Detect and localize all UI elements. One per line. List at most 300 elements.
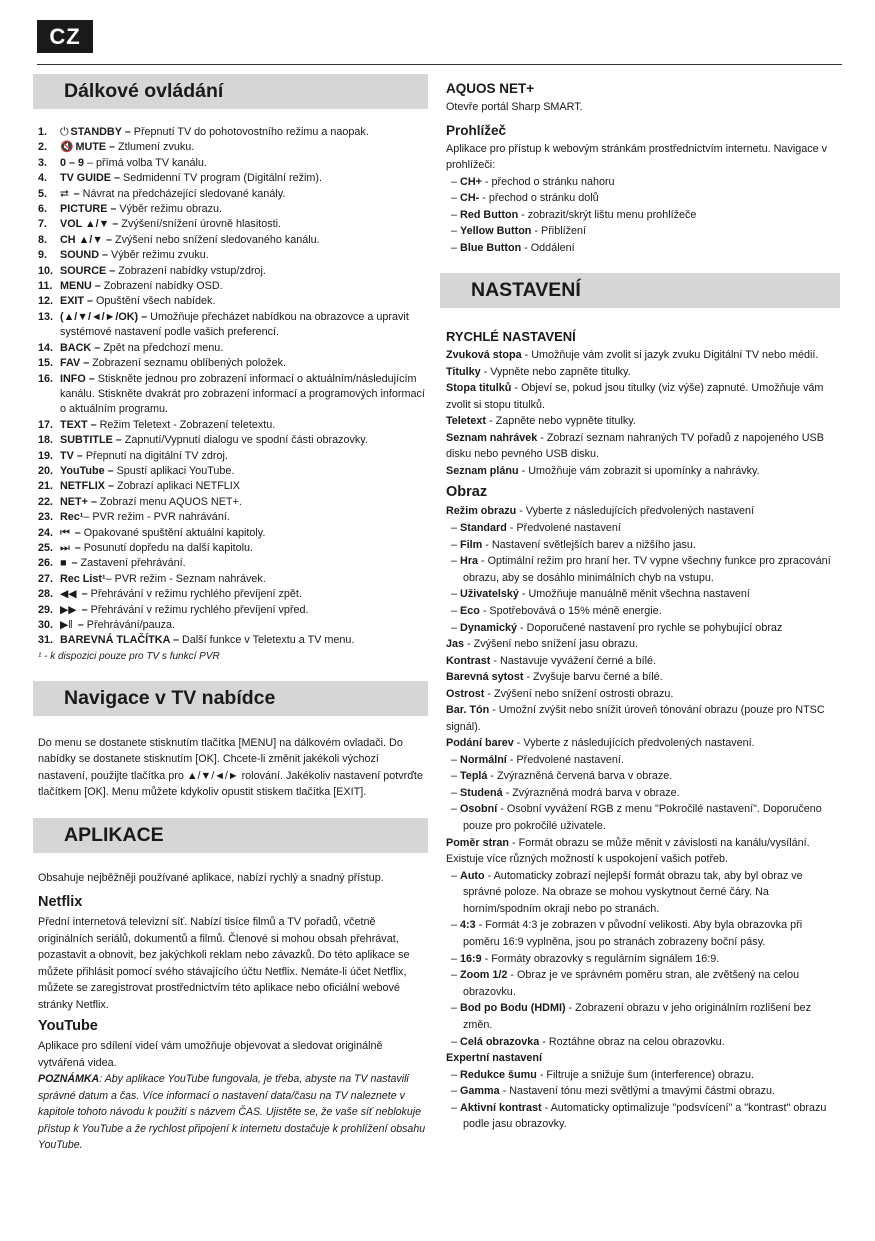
item-desc: Zapnutí/Vypnutí dialogu ve spodní části obrazovky. [124, 434, 368, 447]
item-desc: - Předvolené nastavení [506, 521, 621, 534]
item-desc: - Roztáhne obraz na celou obrazovku. [539, 1035, 725, 1048]
setting-line [440, 686, 840, 703]
item-key: Dynamický [460, 621, 518, 634]
apps-intro: Obsahuje nejběžněji používané aplikace, nabízí rychlý a snadný přístup. [38, 871, 384, 884]
list-item [440, 768, 840, 785]
item-desc: Zobrazí aplikaci NETFLIX [117, 480, 241, 493]
browser-text: Aplikace pro přístup k webovým stránkám prostřednictvím internetu. Navigace v prohlížeči: [446, 142, 828, 171]
list-item [440, 1034, 840, 1051]
list-item [440, 603, 840, 620]
setting-desc: - Umožní zvýšit nebo snížit úroveň tónování obrazu (pouze pro NTSC signál). [446, 704, 825, 733]
setting-key: Titulky [446, 365, 481, 378]
list-item [440, 190, 840, 207]
mute-icon: 🔇 [60, 141, 74, 154]
item-text [60, 633, 428, 648]
item-number: 15. [38, 357, 54, 370]
item-desc: Zvýšení/snížení úrovně hlasitosti. [121, 218, 282, 231]
remote-list-item [33, 217, 428, 232]
setting-line [440, 380, 840, 413]
remote-list-item [33, 587, 428, 602]
item-desc: - přechod o stránku dolů [479, 192, 599, 205]
item-number: 6. [38, 203, 48, 216]
item-text [60, 171, 428, 186]
item-key: Gamma [460, 1085, 500, 1098]
setting-key: Kontrast [446, 654, 491, 667]
remote-list-item [33, 294, 428, 309]
item-desc: - Optimální režim pro hraní her. TV vypne všechny funkce pro zpracování obrazu, aby se dosáhlo minimálních chyb na vstupu. [463, 555, 831, 584]
expert-heading: Expertní nastavení [446, 1052, 543, 1065]
item-text [60, 264, 428, 279]
item-desc: Sedmidenní TV program (Digitální režim). [123, 172, 323, 185]
next-chapter-icon: ⏭ [60, 541, 70, 554]
item-desc: Přehrávání v režimu rychlého převíjení zpět. [90, 588, 302, 601]
item-desc: – PVR režim - Seznam nahrávek. [105, 572, 266, 585]
item-key: – [71, 541, 84, 554]
setting-desc: - Vypněte nebo zapněte titulky. [480, 365, 631, 378]
item-number: 18. [38, 434, 54, 447]
language-badge: CZ [37, 20, 93, 53]
item-desc: Přehrávání/pauza. [86, 619, 176, 631]
item-key: Aktivní kontrast [460, 1101, 542, 1114]
item-text [60, 418, 428, 433]
item-number: 30. [38, 619, 54, 631]
list-item [440, 1083, 840, 1100]
item-key: Rec List¹ [60, 572, 106, 585]
setting-desc: - Zapněte nebo vypněte titulky. [486, 415, 636, 428]
item-desc: - Formáty obrazovky s regulárním signálem 16:9. [481, 952, 720, 965]
item-desc: Posunutí dopředu na další kapitolu. [83, 541, 254, 554]
item-text [60, 495, 428, 510]
item-key: SOURCE – [60, 264, 119, 277]
browser-heading: Prohlížeč [446, 122, 507, 138]
item-text [60, 618, 428, 633]
item-number: 14. [38, 341, 54, 354]
item-key: – [71, 526, 84, 539]
youtube-heading: YouTube [38, 1018, 98, 1035]
item-text [60, 603, 428, 618]
item-text [60, 248, 428, 263]
item-text [60, 140, 428, 155]
item-desc: Zastavení přehrávání. [80, 557, 186, 570]
setting-desc: - Umožňuje vám zobrazit si upomínky a nahrávky. [518, 464, 760, 477]
setting-key: Bar. Tón [446, 704, 490, 717]
setting-key: Barevná sytost [446, 671, 524, 684]
aquos-heading: AQUOS NET+ [446, 81, 535, 96]
item-text [60, 187, 428, 202]
item-key: – [74, 619, 87, 631]
remote-list-item [33, 279, 428, 294]
remote-list-item [33, 187, 428, 202]
item-text [60, 310, 428, 341]
item-number: 27. [38, 572, 54, 585]
setting-desc: - Zobrazí seznam nahraných TV pořadů z napojeného USB disku nebo pevného USB disku. [446, 431, 824, 461]
setting-line [440, 669, 840, 686]
setting-desc: - Umožňuje vám zvolit si jazyk zvuku Digitální TV nebo médií. [521, 349, 819, 362]
item-key: INFO – [60, 372, 98, 385]
item-text [60, 449, 428, 464]
browser-list [440, 174, 840, 257]
item-number: 2. [38, 141, 48, 154]
item-key: Redukce šumu [460, 1068, 537, 1081]
item-key: MENU – [60, 280, 104, 293]
item-text [60, 294, 428, 309]
remote-list-item [33, 603, 428, 618]
item-desc: - Přiblížení [531, 225, 587, 238]
remote-list [33, 125, 428, 649]
section-apps-title: APLIKACE [33, 818, 428, 853]
item-key: 0 – 9 [60, 156, 85, 169]
item-desc: Výběr režimu obrazu. [119, 203, 223, 216]
list-item [440, 951, 840, 968]
item-key: BAREVNÁ TLAČÍTKA – [60, 634, 182, 647]
item-desc: Přepnutí na digitální TV zdroj. [85, 449, 228, 462]
list-item [440, 586, 840, 603]
item-key: NET+ – [60, 495, 100, 508]
remote-list-item [33, 541, 428, 556]
list-item [440, 1000, 840, 1033]
item-key: VOL ▲/▼ – [60, 218, 122, 231]
list-item [440, 174, 840, 191]
section-settings-title: NASTAVENÍ [440, 273, 840, 308]
item-text [60, 217, 428, 232]
remote-footnote: ¹ - k dispozici pouze pro TV s funkcí PVR [38, 650, 220, 662]
item-desc: Zobrazí menu AQUOS NET+. [99, 495, 242, 508]
item-key: Eco [460, 604, 480, 617]
color-tone-line: Podání barev - Vyberte z následujících předvolených nastavení. [446, 737, 755, 750]
item-text [60, 510, 428, 525]
setting-desc: - Zvyšuje barvu černé a bílé. [523, 671, 663, 684]
setting-line [440, 702, 840, 735]
remote-list-item [33, 341, 428, 356]
item-text [60, 587, 428, 602]
picture-mode-list [440, 520, 840, 636]
item-text [60, 541, 428, 556]
item-desc: Umožňuje přecházet nabídkou na obrazovce a upravit systémové nastavení podle vašich preferencí. [60, 310, 409, 339]
item-number: 10. [38, 264, 54, 277]
list-item [440, 917, 840, 950]
item-desc: Přehrávání v režimu rychlého převíjení vpřed. [90, 603, 309, 616]
remote-list-item [33, 633, 428, 648]
item-key: STANDBY – [70, 126, 134, 138]
list-item [440, 752, 840, 769]
item-desc: - zobrazit/skrýt lištu menu prohlížeče [518, 208, 697, 221]
item-desc: - Doporučené nastavení pro rychle se pohybující obraz [517, 621, 783, 634]
remote-list-item [33, 464, 428, 479]
setting-key: Stopa titulků [446, 382, 512, 395]
item-desc: Stiskněte jednou pro zobrazení informací o aktuálním/následujícím kanálu. Stiskněte dvakrát pro zobrazení informací a programových informací o aktuálním programu. [60, 372, 425, 416]
remote-list-item [33, 510, 428, 525]
item-number: 11. [38, 280, 53, 293]
item-desc: Zvýšení nebo snížení sledovaného kanálu. [114, 233, 320, 246]
youtube-note [33, 1071, 428, 1154]
remote-list-item [33, 264, 428, 279]
setting-desc: - Nastavuje vyvážení černé a bílé. [490, 654, 657, 667]
picture-heading: Obraz [446, 484, 488, 501]
right-column [440, 74, 840, 1133]
item-key: Studená [460, 786, 503, 799]
item-key: Celá obrazovka [460, 1035, 540, 1048]
item-number: 28. [38, 588, 54, 601]
setting-line [440, 636, 840, 653]
note-text: : Aby aplikace YouTube fungovala, je třeba, abyste na TV nastavili správné datum a čas. Více informací o nastavení data/času na TV naleznete v kapitole tohoto návodu k použití s názvem ČAS. Ujistěte se, že vaše síť neblokuje přístup k YouTube a že rychlost připojení k internetu dostačuje k prohlížení obsahu YouTube. [38, 1073, 426, 1152]
remote-list-item [33, 526, 428, 541]
item-key: TV GUIDE – [60, 172, 123, 185]
item-number: 9. [38, 249, 48, 262]
item-key: SUBTITLE – [60, 434, 125, 447]
item-text [60, 125, 428, 140]
remote-list-item [33, 556, 428, 571]
item-desc: - Zvýrazněná červená barva v obraze. [487, 770, 673, 783]
setting-line [440, 364, 840, 381]
section-navigation-title: Navigace v TV nabídce [33, 681, 428, 716]
list-item [440, 1067, 840, 1084]
item-number: 5. [38, 187, 48, 200]
item-desc: - Automaticky zobrazí nejlepší formát obrazu tak, aby byl obraz ve správné poloze. Na obraze se mohou vyskytnout černé čáry. Na horním/spodním okraji nebo po stranách. [463, 869, 803, 915]
item-key: CH+ [460, 175, 482, 188]
item-key: – [78, 588, 91, 601]
item-desc: Režim Teletext - Zobrazení teletextu. [99, 418, 276, 431]
list-item [440, 785, 840, 802]
header-divider [37, 64, 842, 65]
rewind-icon: ◀◀ [60, 588, 77, 601]
item-key: NETFLIX – [60, 480, 117, 493]
item-text [60, 372, 428, 418]
stop-icon: ■ [60, 557, 67, 570]
item-text [60, 156, 428, 171]
item-desc: Opuštění všech nabídek. [96, 295, 216, 308]
remote-list-item [33, 171, 428, 186]
item-text [60, 356, 428, 371]
setting-desc: - Objeví se, pokud jsou titulky (viz výše) zapnuté. Umožňuje vám zvolit si stopu titulků. [446, 382, 824, 411]
quick-settings-heading: RYCHLÉ NASTAVENÍ [446, 329, 576, 345]
picture-basic-list [440, 636, 840, 735]
list-item [440, 207, 840, 224]
item-key: Normální [460, 753, 507, 766]
item-key: YouTube – [60, 464, 117, 477]
item-key: Teplá [460, 770, 488, 783]
return-icon: ⮂ [60, 187, 69, 200]
setting-key: Zvuková stopa [446, 349, 522, 362]
item-desc: - přechod o stránku nahoru [481, 175, 615, 188]
remote-list-item [33, 125, 428, 140]
setting-line [440, 347, 840, 364]
item-key: (▲/▼/◄/►/OK) – [60, 310, 151, 323]
item-key: Zoom 1/2 [460, 969, 508, 982]
setting-desc: - Zvýšení nebo snížení jasu obrazu. [464, 638, 639, 651]
item-number: 12. [38, 295, 54, 308]
item-number: 3. [38, 156, 48, 169]
remote-list-item [33, 356, 428, 371]
item-desc: - Automaticky optimalizuje "podsvícení" a "kontrast" obrazu podle jasu obrazovky. [463, 1101, 827, 1131]
item-key: – [70, 187, 83, 200]
item-desc: Zpět na předchozí menu. [103, 341, 224, 354]
item-desc: Zobrazení seznamu oblíbených položek. [92, 357, 287, 370]
setting-desc: - Zvýšení nebo snížení ostrosti obrazu. [484, 687, 674, 700]
item-desc: Přepnutí TV do pohotovostního režimu a naopak. [133, 126, 369, 138]
item-text [60, 202, 428, 217]
item-number: 7. [38, 218, 48, 231]
remote-list-item [33, 310, 428, 341]
quick-settings-list [440, 347, 840, 479]
left-column [33, 74, 428, 1154]
previous-chapter-icon: ⏮ [60, 526, 70, 539]
item-key: Uživatelský [460, 588, 519, 601]
item-key: TEXT – [60, 418, 100, 431]
remote-list-item [33, 372, 428, 418]
item-desc: Návrat na předcházející sledované kanály. [82, 187, 286, 200]
item-text [60, 341, 428, 356]
play-pause-icon: ▶‖ [60, 619, 73, 631]
setting-key: Seznam plánu [446, 464, 519, 477]
item-key: SOUND – [60, 249, 111, 262]
item-number: 23. [38, 511, 54, 524]
remote-list-item [33, 140, 428, 155]
item-key: Standard [460, 521, 507, 534]
item-key: Bod po Bodu (HDMI) [460, 1002, 566, 1015]
color-tone-list [440, 752, 840, 835]
remote-list-item [33, 418, 428, 433]
item-number: 26. [38, 557, 54, 570]
item-desc: - Spotřebovává o 15% méně energie. [479, 604, 662, 617]
setting-line [440, 430, 840, 463]
fast-forward-icon: ▶▶ [60, 603, 77, 616]
remote-list-item [33, 572, 428, 587]
item-desc: Spustí aplikaci YouTube. [116, 464, 235, 477]
item-desc: - Zobrazení obrazu v jeho originálním rozlišení bez změn. [463, 1002, 812, 1031]
item-desc: – přímá volba TV kanálu. [84, 156, 207, 169]
item-desc: - Umožňuje manuálně měnit všechna nastavení [518, 588, 750, 601]
item-number: 22. [38, 495, 54, 508]
aspect-line: Poměr stran - Formát obrazu se může měnit v závislosti na kanálu/vysílání. Existuje více různých možností k uspokojení vašich potřeb. [446, 836, 810, 866]
remote-list-item [33, 433, 428, 448]
list-item [440, 801, 840, 834]
setting-line [440, 413, 840, 430]
item-key: BACK – [60, 341, 104, 354]
item-desc: Zobrazení nabídky OSD. [103, 280, 223, 293]
item-desc: – PVR režim - PVR nahrávání. [83, 511, 230, 524]
list-item [440, 520, 840, 537]
item-key: Yellow Button [460, 225, 532, 238]
expert-list [440, 1067, 840, 1133]
aquos-text: Otevře portál Sharp SMART. [446, 101, 583, 113]
item-desc: Výběr režimu zvuku. [111, 249, 209, 262]
list-item [440, 537, 840, 554]
item-number: 25. [38, 541, 54, 554]
item-text [60, 556, 428, 571]
setting-key: Teletext [446, 415, 487, 428]
setting-line [440, 653, 840, 670]
setting-line [440, 463, 840, 480]
youtube-text: Aplikace pro sdílení videí vám umožňuje objevovat a sledovat originálně vytvářená videa. [38, 1040, 383, 1069]
navigation-text: Do menu se dostanete stisknutím tlačítka [MENU] na dálkovém ovladači. Do nabídky se dostanete stisknutím [OK]. Chcete-li změnit jakékoli výchozí nastavení, použijte tlačítka pro ▲/▼/◄/► rolování. Jakékoliv nastavení potvrďte tlačítkem [OK]. Menu můžete kdykoliv opustit stiskem tlačítka [EXIT]. [38, 736, 423, 799]
item-desc: - Oddálení [521, 241, 575, 254]
item-number: 17. [38, 418, 54, 431]
item-key: MUTE – [75, 141, 119, 154]
setting-key: Ostrost [446, 687, 485, 700]
netflix-heading: Netflix [38, 894, 83, 911]
item-number: 29. [38, 603, 54, 616]
item-key: Osobní [460, 803, 498, 816]
item-desc: - Filtruje a snižuje šum (interference) obrazu. [536, 1068, 755, 1081]
item-key: Red Button [460, 208, 519, 221]
item-key: – [68, 557, 81, 570]
item-desc: - Nastavení světlejších barev a nižšího jasu. [482, 538, 696, 551]
setting-key: Jas [446, 638, 465, 651]
list-item [440, 553, 840, 586]
section-remote-title: Dálkové ovládání [33, 74, 428, 109]
item-number: 4. [38, 172, 48, 185]
aspect-list [440, 868, 840, 1051]
item-desc: - Obraz je ve správném poměru stran, ale zvětšený na celou obrazovku. [463, 969, 800, 998]
setting-key: Seznam nahrávek [446, 431, 538, 444]
item-key: CH- [460, 192, 480, 205]
list-item [440, 967, 840, 1000]
item-desc: Zobrazení nabídky vstup/zdroj. [118, 264, 266, 277]
remote-list-item [33, 202, 428, 217]
picture-mode-line: Režim obrazu - Vyberte z následujících předvolených nastavení [446, 505, 755, 518]
item-text [60, 433, 428, 448]
item-number: 31. [38, 634, 54, 647]
item-number: 16. [38, 372, 54, 385]
item-desc: - Nastavení tónu mezi světlými a tmavými částmi obrazu. [499, 1085, 776, 1098]
power-icon: ⏻ [60, 126, 69, 138]
item-key: TV – [60, 449, 86, 462]
list-item [440, 1100, 840, 1133]
list-item [440, 620, 840, 637]
item-number: 8. [38, 233, 48, 246]
item-key: EXIT – [60, 295, 97, 308]
item-desc: - Předvolené nastavení. [506, 753, 624, 766]
item-key: Auto [460, 869, 485, 882]
item-desc: - Formát 4:3 je zobrazen v původní velikosti. Aby byla obrazovka při poměru 16:9 vyplněna, jsou po stranách zobrazeny boční pásy. [463, 919, 803, 948]
netflix-text: Přední internetová televizní síť. Nabízí tisíce filmů a TV pořadů, včetně originálních seriálů, dokumentů a filmů. Členové si mohou obsah přehrávat, pozastavit a obnovit, bez jakýchkoli reklam nebo závazků. Do této aplikace se můžete přihlásit pomocí svého stávajícího účtu Netflix. Nemáte-li účet Netflix, můžete se zaregistrovat prostřednictvím této aplikace nebo oficiální webové stránky Netflix. [38, 916, 410, 1011]
item-text [60, 526, 428, 541]
item-number: 19. [38, 449, 54, 462]
remote-list-item [33, 233, 428, 248]
item-text [60, 279, 428, 294]
item-number: 20. [38, 464, 54, 477]
item-key: – [78, 603, 91, 616]
list-item [440, 223, 840, 240]
item-key: 16:9 [460, 952, 482, 965]
list-item [440, 868, 840, 918]
item-key: Hra [460, 555, 479, 568]
item-number: 13. [38, 310, 54, 323]
item-number: 24. [38, 526, 54, 539]
remote-list-item [33, 495, 428, 510]
item-key: Rec¹ [60, 511, 84, 524]
list-item [440, 240, 840, 257]
remote-list-item [33, 618, 428, 633]
item-desc: - Zvýrazněná modrá barva v obraze. [502, 786, 680, 799]
remote-list-item [33, 479, 428, 494]
remote-list-item [33, 449, 428, 464]
item-number: 21. [38, 480, 54, 493]
item-desc: Opakované spuštění aktuální kapitoly. [83, 526, 266, 539]
item-text [60, 479, 428, 494]
item-desc: Ztlumení zvuku. [118, 141, 195, 154]
item-desc: Další funkce v Teletextu a TV menu. [181, 634, 355, 647]
item-key: Film [460, 538, 483, 551]
remote-list-item [33, 248, 428, 263]
item-key: Blue Button [460, 241, 522, 254]
item-text [60, 572, 428, 587]
item-desc: - Osobní vyvážení RGB z menu "Pokročilé nastavení". Doporučeno pouze pro pokročilé uživatele. [463, 803, 822, 832]
item-number: 1. [38, 126, 48, 138]
item-text [60, 233, 428, 248]
item-text [60, 464, 428, 479]
note-label: POZNÁMKA [38, 1073, 100, 1086]
